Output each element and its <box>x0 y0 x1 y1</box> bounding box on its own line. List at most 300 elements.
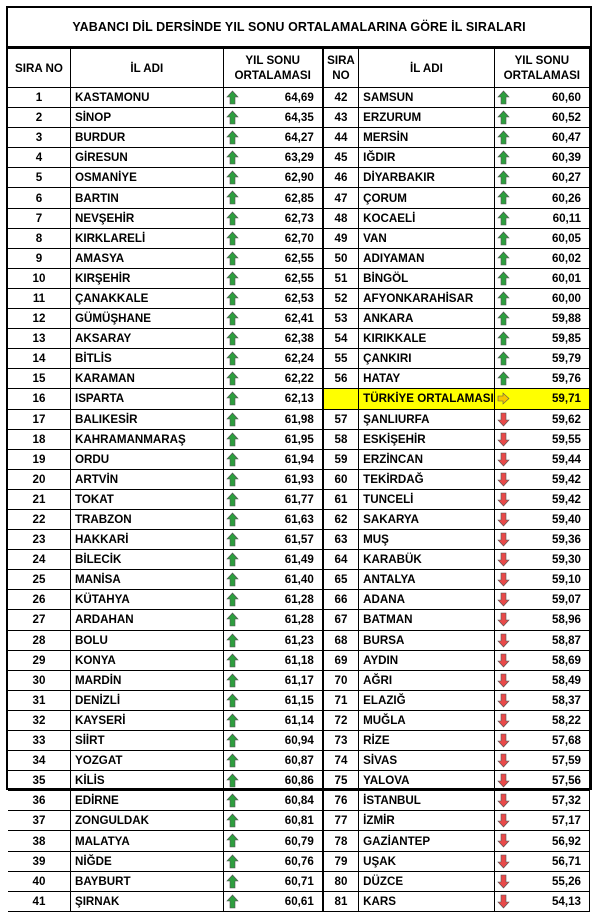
rank-cell: 8 <box>8 228 70 248</box>
province-name-cell: SAKARYA <box>359 509 495 529</box>
province-name-cell: BALIKESİR <box>70 409 223 429</box>
average-cell <box>494 268 589 288</box>
average-value: 62,85 <box>284 191 314 205</box>
rank-cell: 68 <box>323 630 358 650</box>
rank-cell: 15 <box>8 369 70 389</box>
rank-cell: 52 <box>323 288 358 308</box>
table-row <box>8 610 322 630</box>
average-cell <box>494 731 589 751</box>
average-cell <box>494 570 589 590</box>
arrow-up-icon <box>226 733 239 748</box>
province-name-cell: KASTAMONU <box>70 88 223 108</box>
arrow-up-icon <box>497 130 510 145</box>
average-cell <box>223 228 322 248</box>
average-cell <box>494 791 589 811</box>
table-row <box>323 309 589 329</box>
average-cell <box>223 288 322 308</box>
province-name-cell: UŞAK <box>359 851 495 871</box>
table-row <box>8 871 322 891</box>
arrow-down-icon <box>497 753 510 768</box>
rank-cell: 30 <box>8 670 70 690</box>
table-row <box>323 168 589 188</box>
tables-container <box>8 48 590 912</box>
arrow-up-icon <box>226 110 239 125</box>
average-cell <box>223 811 322 831</box>
rank-cell: 16 <box>8 389 70 409</box>
province-name-cell: TUNCELİ <box>359 489 495 509</box>
average-cell <box>223 409 322 429</box>
rank-cell: 39 <box>8 851 70 871</box>
arrow-up-icon <box>226 874 239 889</box>
province-name-cell: İSTANBUL <box>359 791 495 811</box>
average-cell <box>494 690 589 710</box>
arrow-down-icon <box>497 412 510 427</box>
rank-cell: 74 <box>323 751 358 771</box>
arrow-down-icon <box>497 472 510 487</box>
right-table-body <box>323 88 589 912</box>
table-row <box>8 550 322 570</box>
province-name-cell: MUĞLA <box>359 710 495 730</box>
province-name-cell: MANİSA <box>70 570 223 590</box>
rank-cell: 72 <box>323 710 358 730</box>
average-cell <box>223 349 322 369</box>
average-cell <box>494 489 589 509</box>
table-row <box>8 570 322 590</box>
table-row <box>8 309 322 329</box>
table-row <box>323 670 589 690</box>
table-row <box>8 690 322 710</box>
average-cell <box>494 329 589 349</box>
table-row <box>323 429 589 449</box>
arrow-up-icon <box>497 170 510 185</box>
average-cell <box>223 88 322 108</box>
table-row <box>8 108 322 128</box>
arrow-up-icon <box>497 231 510 246</box>
table-row <box>323 791 589 811</box>
average-value: 57,68 <box>551 734 581 748</box>
table-row <box>8 409 322 429</box>
average-cell <box>494 831 589 851</box>
province-name-cell: NEVŞEHİR <box>70 208 223 228</box>
average-value: 60,01 <box>551 271 581 285</box>
province-name-cell: ÇANKIRI <box>359 349 495 369</box>
right-header-avg-line1: YIL SONU <box>514 54 570 67</box>
table-row <box>8 168 322 188</box>
province-name-cell: ISPARTA <box>70 389 223 409</box>
rank-cell: 75 <box>323 771 358 791</box>
rank-cell: 19 <box>8 449 70 469</box>
province-name-cell: TRABZON <box>70 509 223 529</box>
average-value: 59,71 <box>551 392 581 406</box>
province-name-cell: BOLU <box>70 630 223 650</box>
average-value: 60,87 <box>284 754 314 768</box>
table-row <box>8 891 322 911</box>
average-value: 61,17 <box>284 673 314 687</box>
rank-cell: 80 <box>323 871 358 891</box>
arrow-up-icon <box>226 693 239 708</box>
table-row <box>8 228 322 248</box>
province-name-cell: VAN <box>359 228 495 248</box>
average-value: 60,76 <box>284 854 314 868</box>
rank-cell: 48 <box>323 208 358 228</box>
rank-cell: 51 <box>323 268 358 288</box>
table-row <box>8 731 322 751</box>
average-value: 60,94 <box>284 734 314 748</box>
table-row <box>8 670 322 690</box>
arrow-down-icon <box>497 733 510 748</box>
arrow-up-icon <box>226 432 239 447</box>
table-row <box>323 509 589 529</box>
table-row <box>323 751 589 771</box>
arrow-up-icon <box>226 351 239 366</box>
average-cell <box>223 509 322 529</box>
average-value: 58,69 <box>551 653 581 667</box>
rank-cell: 73 <box>323 731 358 751</box>
table-row <box>8 208 322 228</box>
arrow-up-icon <box>226 150 239 165</box>
average-value: 57,56 <box>551 774 581 788</box>
rank-cell: 28 <box>8 630 70 650</box>
average-value: 54,13 <box>551 894 581 908</box>
province-name-cell: ANTALYA <box>359 570 495 590</box>
rank-cell: 27 <box>8 610 70 630</box>
rank-cell: 24 <box>8 550 70 570</box>
province-name-cell: ŞANLIURFA <box>359 409 495 429</box>
rank-cell: 49 <box>323 228 358 248</box>
rank-cell: 18 <box>8 429 70 449</box>
arrow-up-icon <box>226 592 239 607</box>
average-cell <box>494 108 589 128</box>
province-name-cell: KIRŞEHİR <box>70 268 223 288</box>
province-name-cell: KARABÜK <box>359 550 495 570</box>
average-cell <box>223 108 322 128</box>
rank-cell: 1 <box>8 88 70 108</box>
arrow-up-icon <box>226 271 239 286</box>
right-header-no-line2: NO <box>332 69 350 82</box>
average-cell <box>494 650 589 670</box>
arrow-down-icon <box>497 773 510 788</box>
average-value: 62,55 <box>284 271 314 285</box>
average-cell <box>223 208 322 228</box>
average-value: 62,55 <box>284 251 314 265</box>
right-header-avg-line2: ORTALAMASI <box>503 69 581 82</box>
average-value: 60,84 <box>284 794 314 808</box>
rank-cell: 64 <box>323 550 358 570</box>
arrow-up-icon <box>226 391 239 406</box>
average-value: 56,92 <box>551 834 581 848</box>
rank-cell: 41 <box>8 891 70 911</box>
province-name-cell: ARDAHAN <box>70 610 223 630</box>
average-cell <box>223 188 322 208</box>
rank-cell: 4 <box>8 148 70 168</box>
average-cell <box>494 469 589 489</box>
rank-cell: 6 <box>8 188 70 208</box>
province-name-cell: BURDUR <box>70 128 223 148</box>
table-row <box>8 329 322 349</box>
table-row <box>8 489 322 509</box>
arrow-up-icon <box>226 190 239 205</box>
average-value: 59,76 <box>551 372 581 386</box>
average-value: 60,11 <box>552 211 581 225</box>
province-name-cell: MUŞ <box>359 530 495 550</box>
average-cell <box>494 811 589 831</box>
rank-cell: 36 <box>8 791 70 811</box>
right-ranking-table <box>323 48 590 912</box>
table-row <box>8 530 322 550</box>
rank-cell: 23 <box>8 530 70 550</box>
average-value: 58,49 <box>551 673 581 687</box>
average-value: 62,24 <box>284 352 314 366</box>
rank-cell: 46 <box>323 168 358 188</box>
arrow-up-icon <box>226 673 239 688</box>
table-row <box>323 630 589 650</box>
average-value: 56,71 <box>551 854 581 868</box>
arrow-up-icon <box>226 452 239 467</box>
arrow-down-icon <box>497 653 510 668</box>
rank-cell: 69 <box>323 650 358 670</box>
table-row <box>323 831 589 851</box>
arrow-up-icon <box>226 231 239 246</box>
province-name-cell: BİTLİS <box>70 349 223 369</box>
table-row <box>323 570 589 590</box>
province-name-cell: KÜTAHYA <box>70 590 223 610</box>
table-row <box>323 550 589 570</box>
rank-cell: 42 <box>323 88 358 108</box>
average-value: 57,59 <box>551 754 581 768</box>
table-row <box>323 88 589 108</box>
average-value: 62,41 <box>284 312 314 326</box>
rank-cell: 53 <box>323 309 358 329</box>
rank-cell: 60 <box>323 469 358 489</box>
rank-cell: 43 <box>323 108 358 128</box>
arrow-up-icon <box>226 170 239 185</box>
average-value: 63,29 <box>284 151 314 165</box>
average-cell <box>223 731 322 751</box>
province-name-cell: KIRKLARELİ <box>70 228 223 248</box>
average-value: 62,73 <box>284 211 314 225</box>
left-header-avg-line2: ORTALAMASI <box>234 69 311 82</box>
average-value: 59,42 <box>551 492 581 506</box>
table-row <box>8 811 322 831</box>
arrow-up-icon <box>226 331 239 346</box>
province-name-cell: DENİZLİ <box>70 690 223 710</box>
average-cell <box>223 570 322 590</box>
rank-cell: 20 <box>8 469 70 489</box>
arrow-up-icon <box>226 894 239 909</box>
table-row <box>323 590 589 610</box>
average-value: 61,63 <box>284 513 314 527</box>
average-value: 62,70 <box>284 231 314 245</box>
table-row <box>8 88 322 108</box>
average-value: 60,81 <box>284 814 314 828</box>
province-name-cell: AKSARAY <box>70 329 223 349</box>
province-name-cell: ELAZIĞ <box>359 690 495 710</box>
average-value: 59,79 <box>551 352 581 366</box>
average-cell <box>223 791 322 811</box>
rank-cell: 25 <box>8 570 70 590</box>
rank-cell: 58 <box>323 429 358 449</box>
province-name-cell: BİNGÖL <box>359 268 495 288</box>
province-name-cell: ANKARA <box>359 309 495 329</box>
province-name-cell: ORDU <box>70 449 223 469</box>
average-cell <box>223 309 322 329</box>
arrow-up-icon <box>497 190 510 205</box>
average-cell <box>223 369 322 389</box>
table-row <box>323 329 589 349</box>
average-value: 59,10 <box>551 573 581 587</box>
rank-cell: 29 <box>8 650 70 670</box>
average-cell <box>494 88 589 108</box>
average-cell <box>494 409 589 429</box>
table-row <box>323 409 589 429</box>
rank-cell: 7 <box>8 208 70 228</box>
province-name-cell: KIRIKKALE <box>359 329 495 349</box>
average-value: 62,13 <box>284 392 314 406</box>
rank-cell <box>323 389 358 409</box>
table-row <box>323 369 589 389</box>
table-row <box>8 268 322 288</box>
province-name-cell: KOCAELİ <box>359 208 495 228</box>
arrow-up-icon <box>226 251 239 266</box>
average-cell <box>223 751 322 771</box>
right-header-row <box>323 49 589 88</box>
table-row <box>323 128 589 148</box>
table-row <box>323 811 589 831</box>
province-name-cell: OSMANİYE <box>70 168 223 188</box>
table-row <box>8 188 322 208</box>
average-value: 61,28 <box>284 613 314 627</box>
arrow-up-icon <box>226 472 239 487</box>
rank-cell: 62 <box>323 509 358 529</box>
rank-cell: 2 <box>8 108 70 128</box>
arrow-down-icon <box>497 833 510 848</box>
average-value: 64,35 <box>284 111 314 125</box>
arrow-down-icon <box>497 813 510 828</box>
average-cell <box>494 128 589 148</box>
average-value: 61,15 <box>284 693 314 707</box>
rank-cell: 66 <box>323 590 358 610</box>
average-value: 60,05 <box>551 231 581 245</box>
rank-cell: 47 <box>323 188 358 208</box>
table-row <box>323 710 589 730</box>
average-cell <box>494 309 589 329</box>
average-value: 61,49 <box>284 553 314 567</box>
province-name-cell: KİLİS <box>70 771 223 791</box>
table-row <box>323 489 589 509</box>
province-name-cell: SİVAS <box>359 751 495 771</box>
average-cell <box>494 148 589 168</box>
average-cell <box>494 449 589 469</box>
average-value: 59,44 <box>551 452 581 466</box>
left-header-no: SIRA NO <box>8 49 70 88</box>
arrow-down-icon <box>497 854 510 869</box>
table-row <box>8 650 322 670</box>
rank-cell: 78 <box>323 831 358 851</box>
arrow-up-icon <box>497 271 510 286</box>
average-cell <box>494 168 589 188</box>
arrow-up-icon <box>226 572 239 587</box>
province-name-cell: ZONGULDAK <box>70 811 223 831</box>
rank-cell: 50 <box>323 248 358 268</box>
arrow-down-icon <box>497 512 510 527</box>
arrow-up-icon <box>226 854 239 869</box>
average-cell <box>223 771 322 791</box>
province-name-cell: GİRESUN <box>70 148 223 168</box>
table-row <box>8 630 322 650</box>
page-title: YABANCI DİL DERSİNDE YIL SONU ORTALAMALARINA GÖRE İL SIRALARI <box>8 8 590 48</box>
arrow-down-icon <box>497 673 510 688</box>
province-name-cell: DÜZCE <box>359 871 495 891</box>
province-name-cell: BURSA <box>359 630 495 650</box>
average-value: 61,57 <box>284 533 314 547</box>
province-name-cell: BAYBURT <box>70 871 223 891</box>
average-cell <box>223 449 322 469</box>
table-row <box>323 188 589 208</box>
average-cell <box>223 550 322 570</box>
arrow-up-icon <box>226 713 239 728</box>
province-name-cell: TOKAT <box>70 489 223 509</box>
average-value: 58,37 <box>551 693 581 707</box>
rank-cell: 44 <box>323 128 358 148</box>
rank-cell: 5 <box>8 168 70 188</box>
rank-cell: 67 <box>323 610 358 630</box>
left-header-row <box>8 49 322 88</box>
rank-cell: 70 <box>323 670 358 690</box>
rank-cell: 10 <box>8 268 70 288</box>
province-name-cell: RİZE <box>359 731 495 751</box>
average-value: 60,27 <box>551 171 581 185</box>
table-row <box>8 248 322 268</box>
rank-cell: 11 <box>8 288 70 308</box>
province-name-cell: İZMİR <box>359 811 495 831</box>
average-cell <box>494 188 589 208</box>
province-name-cell: ADANA <box>359 590 495 610</box>
average-value: 59,42 <box>551 472 581 486</box>
arrow-down-icon <box>497 633 510 648</box>
rank-cell: 77 <box>323 811 358 831</box>
arrow-up-icon <box>497 90 510 105</box>
average-cell <box>494 530 589 550</box>
average-value: 60,71 <box>284 874 314 888</box>
right-header-no <box>323 49 358 88</box>
average-cell <box>494 248 589 268</box>
average-value: 62,38 <box>284 332 314 346</box>
province-name-cell: NİĞDE <box>70 851 223 871</box>
rank-cell: 12 <box>8 309 70 329</box>
average-value: 59,07 <box>551 593 581 607</box>
arrow-up-icon <box>226 90 239 105</box>
average-value: 62,53 <box>284 291 314 305</box>
province-name-cell: AĞRI <box>359 670 495 690</box>
table-row <box>323 228 589 248</box>
average-cell <box>494 871 589 891</box>
average-cell <box>494 590 589 610</box>
average-cell <box>223 690 322 710</box>
arrow-up-icon <box>226 793 239 808</box>
province-name-cell: MARDİN <box>70 670 223 690</box>
province-name-cell: KARS <box>359 891 495 911</box>
arrow-up-icon <box>226 291 239 306</box>
average-cell <box>494 429 589 449</box>
average-value: 61,77 <box>284 492 314 506</box>
province-name-cell: HAKKARİ <box>70 530 223 550</box>
rank-cell: 56 <box>323 369 358 389</box>
rank-cell: 22 <box>8 509 70 529</box>
arrow-down-icon <box>497 612 510 627</box>
table-row <box>323 248 589 268</box>
table-row <box>8 389 322 409</box>
province-name-cell: ERZURUM <box>359 108 495 128</box>
